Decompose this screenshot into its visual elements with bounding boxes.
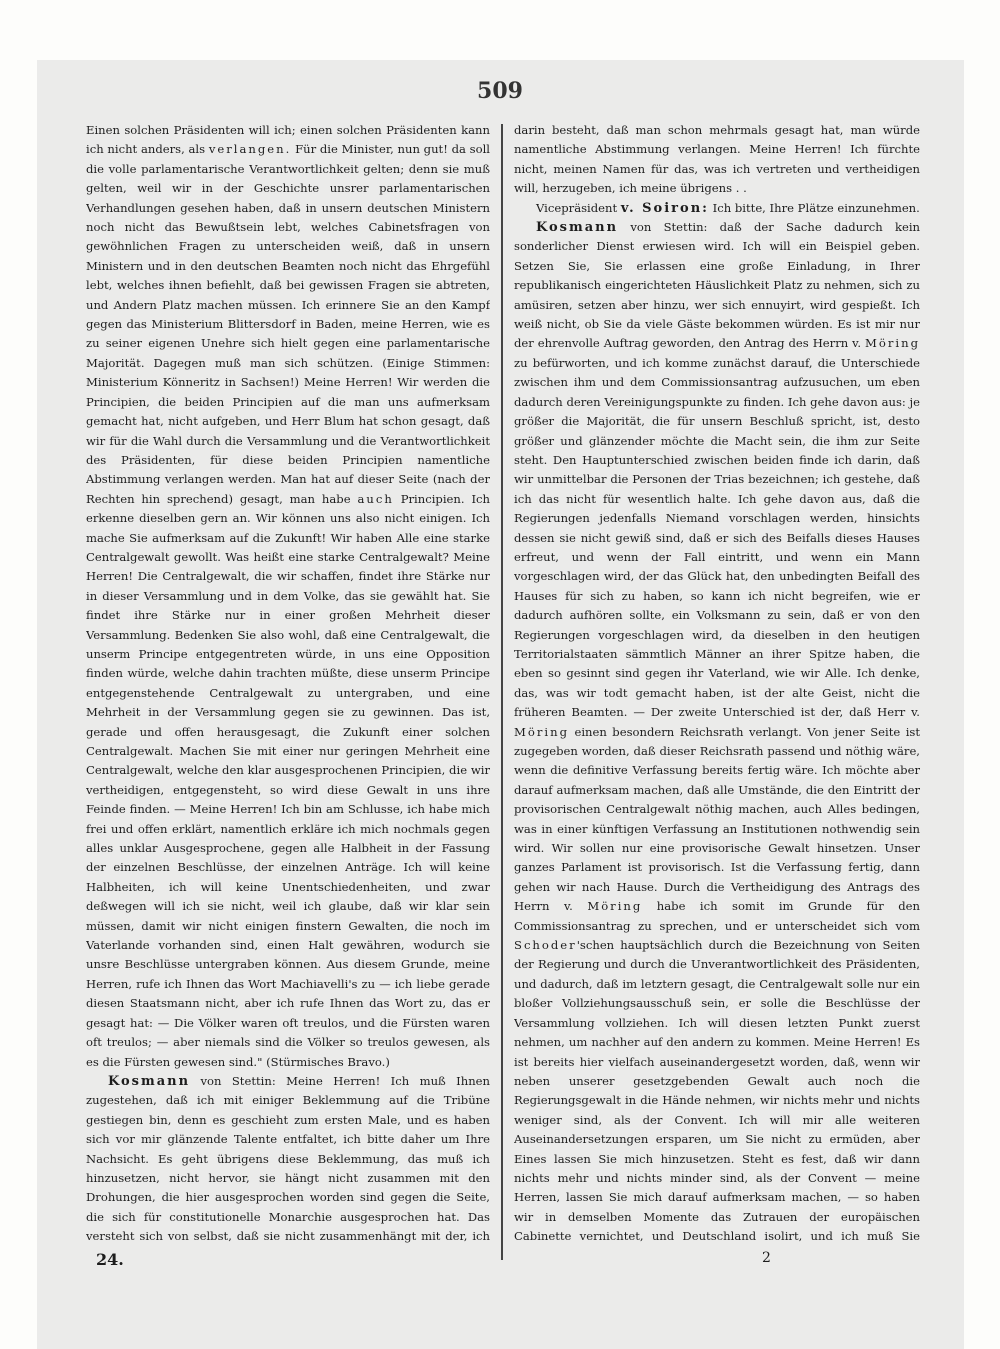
text-run: einen besondern Reichsrath verlangt. Von jener Seite ist zugegeben worden, daß dieser Reichsrath passend und nöthig wäre, wenn die definitive Verfassung bereits fertig wäre. Ich möchte aber darauf aufmerksam machen, daß alle Umstände, die den Eintritt der provisorischen Centralgewalt nöthig machen, auch Alles bedingen, was in einer künftigen Verfassung an Institutionen nothwendig sein wird. Wir sollen nur eine provisorische Gewalt hinsetzen. Unser ganzes Parlament ist provisorisch. Ist die Verfassung fertig, dann gehen wir nach Hause. Durch die Vertheidigung des Antrags des Herrn v. [514,724,920,914]
spaced-emphasis: Möring [514,724,569,739]
spaced-emphasis: Möring [865,336,920,351]
sheet-number: 2 [762,1250,771,1266]
text-run: Principien. Ich erkenne dieselben gern an. Wir können uns also nicht einigen. Ich mache Sie aufmerksam auf die Zukunft! Wir haben Alle eine starke Centralgewalt gewollt. Was heißt eine starke Centralgewalt? Meine Herren! Die Centralgewalt, die wir schaffen, findet ihre Stärke nur in dieser Versammlung und in dem Volke, das sie gewählt hat. Sie findet ihre Stärke nur in einer großen Mehrheit dieser Versammlung. Bedenken Sie also wohl, daß eine Centralgewalt, die unserm Principe entgegentreten würde, in uns eine Opposition finden würde, welche dahin trachten müßte, diese unserm Principe entgegenstehende Centralgewalt zu untergraben, und eine Mehrheit in der Versammlung gegen sie zu gewinnen. Das ist, gerade und offen herausgesagt, die Zukunft einer solchen Centralgewalt. Machen Sie mit einer nur geringen Mehrheit eine Centralgewalt, welche den klar ausgesprochenen Principien, die wir vertheidigen, entgegensteht, so wird diese Gewalt in uns ihre Feinde finden. — Meine Herren! Ich bin am Schlusse, ich habe mich frei und offen erklärt, namentlich erkläre ich mich nochmals gegen alles unklar Ausgesprochene, gegen alle Halbheit in der Fassung der einzelnen Beschlüsse, der einzelnen Anträge. Ich will keine Halbheiten, ich will keine Unentschiedenheiten, und zwar deßwegen will ich sie nicht, weil ich glaube, daß wir klar sein müssen, damit wir nicht einigen finstern Gewalten, die noch im Vaterlande vorhanden sind, einen Halt gewähren, wodurch sie unsre Beschlüsse untergraben können. Aus diesem Grunde, meine Herren, rufe ich Ihnen das Wort Machiavelli's zu — ich liebe gerade diesen Staatsmann nicht, aber ich rufe Ihnen das Wort zu, das er gesagt hat: — Die Völker waren oft treulos, und die Fürsten waren oft treulos; — aber niemals sind die Völker so treulos gewesen, als es die Fürsten gewesen sind." (Stürmisches Bravo.) [86,491,490,1069]
paragraph [514,121,920,199]
speaker-name: Kosmann [536,220,619,236]
speaker-title: Vicepräsident [536,200,618,215]
spaced-emphasis: verlangen. [208,142,292,157]
text-run: Einen solchen Präsidenten will ich; einen solchen Präsidenten kann ich nicht anders, als [86,123,490,157]
text-run: habe ich somit im Grunde für den Commissionsantrag zu sprechen, und er unterscheidet sich vom [514,899,920,933]
paragraph [86,121,490,1072]
paragraph [86,1072,490,1249]
column-divider [501,124,503,1260]
paragraph [514,218,920,1249]
spaced-emphasis: Schoder [514,938,577,953]
speaker-name: v. Soiron: [620,200,709,216]
spaced-emphasis: auch [357,491,394,506]
text-run: von Stettin: Meine Herren! Ich muß Ihnen zugestehen, daß ich mit einiger Beklemmung auf die Tribüne gestiegen bin, denn es geschieht zum ersten Male, und es haben sich vor mir glänzende Talente entfaltet, ich bitte daher um Ihre Nachsicht. Es geht übrigens diese Beklemmung, das muß ich hinzusetzen, nicht hervor, sie hängt nicht zusammen mit den Drohungen, die hier ausgesprochen worden sind gegen die Seite, die sich für constitutionelle Monarchie ausgesprochen hat. Das versteht sich von selbst, daß sie nicht zusammenhängt mit der, ich [86,1073,490,1244]
speaker-name: Kosmann [108,1073,191,1089]
text-run: von Stettin: daß der Sache dadurch kein sonderlicher Dienst erwiesen wird. Ich will ein Beispiel geben. Setzen Sie, Sie erlassen eine große Einladung, in Ihrer republikanisch eingerichteten Häuslichkeit Platz zu nehmen, sich zu amüsiren, setzen aber hinzu, wer sich ennuyirt, wird gespießt. Ich weiß nicht, ob Sie da viele Gäste bekommen würden. Es ist mir nur der ehrenvolle Auftrag geworden, den Antrag des Herrn v. [514,220,920,351]
text-run: darin besteht, daß man schon mehrmals gesagt hat, man würde namentliche Abstimmung verlangen. Meine Herren! Ich fürchte nicht, meinen Namen für das, was ich vertreten und vertheidigen will, herzugeben, ich meine übrigens . . [514,123,920,196]
text-run: Ich bitte, Ihre Plätze einzunehmen. [712,200,920,215]
text-run: Für die Minister, nun gut! da soll die volle parlamentarische Verantwortlichkeit gelten; denn sie muß gelten, weil wir in der Geschichte unsrer parlamentarischen Verhandlungen gesehen haben, daß in unsern deutschen Ministern noch nicht das Bewußtsein lebt, welches Cabinetsfragen von gewöhnlichen Fragen zu unterscheiden weiß, daß in unsern Ministern und in den deutschen Beamten noch nicht das Ehrgefühl lebt, welches ihnen befiehlt, daß bei gewissen Fragen sie abtreten, und Andern Platz machen müssen. Ich erinnere Sie an den Kampf gegen das Ministerium Blittersdorf in Baden, meine Herren, wie es zu seiner eigenen Unehre sich hielt gegen eine parlamentarische Majorität. Dagegen muß man sich schützen. (Einige Stimmen: Ministerium Könneritz in Sachsen!) Meine Herren! Wir werden die Principien, die beiden Principien auf die man uns aufmerksam gemacht hat, nicht aufgeben, und Herr Blum hat schon gesagt, daß wir für die Wahl durch die Versammlung und die Verantwortlichkeit des Präsidenten, für diese beiden Principien namentliche Abstimmung verlangen werden. Man hat auf dieser Seite (nach der Rechten hin sprechend) gesagt, man habe [86,142,490,506]
left-column [86,121,490,1249]
paragraph [514,199,920,218]
page-number: 509 [477,78,523,104]
text-run: 'schen hauptsächlich durch die Bezeichnung von Seiten der Regierung und durch die Unverantwortlichkeit des Präsidenten, und dadurch, daß im letztern gesagt, die Centralgewalt solle nur ein bloßer Vollziehungsausschuß sein, er solle die Beschlüsse der Versammlung vollziehen. Ich will diesen letzten Punkt zuerst nehmen, um nachher auf den andern zu kommen. Meine Herren! Es ist bereits hier vielfach auseinandergesetzt worden, daß, wenn wir neben unserer gesetzgebenden Gewalt auch noch die Regierungsgewalt in die Hände nehmen, wir nichts mehr und nichts weniger sind, als der Convent. Ich will mir alle weiteren Auseinandersetzungen ersparen, um Sie nicht zu ermüden, aber Eines lassen Sie mich hinzusetzen. Steht es fest, daß wir dann nichts mehr und nichts minder sind, als der Convent — meine Herren, lassen Sie mich darauf aufmerksam machen, — so haben wir in demselben Momente das Zutrauen der europäischen Cabinette vernichtet, und Deutschland isolirt, und ich muß Sie [514,938,920,1244]
right-column [514,121,920,1249]
text-run: zu befürworten, und ich komme zunächst darauf, die Unterschiede zwischen ihm und dem Commissionsantrag aufzusuchen, um eben dadurch deren Vereinigungspunkte zu finden. Ich gehe davon aus: je größer die Majorität, die für unsern Beschluß spricht, ist, desto größer und glänzender möchte die Macht sein, die ihm zur Seite steht. Den Hauptunterschied zwischen beiden finde ich darin, daß wir unmittelbar die Personen der Trias bezeichnen; ich gestehe, daß ich das nicht für wesentlich halte. Ich gehe davon aus, daß die Regierungen jedenfalls Niemand vorschlagen werden, hinsichts dessen sie nicht gewiß sind, daß er sich des Beifalls dieses Hauses erfreut, und wenn der Fall eintritt, und wenn ein Mann vorgeschlagen wird, der das Glück hat, den unbedingten Beifall des Hauses für sich zu haben, so kann ich nicht begreifen, wie er dadurch aufhören sollte, ein Volksmann zu sein, daß er von den Regierungen vorgeschlagen wird, da dieselben in den heutigen Territorialstaaten sämmtlich Männer an ihrer Spitze haben, die eben so gesinnt sind gegen ihr Vaterland, wie wir Alle. Ich denke, das, was wir todt gemacht haben, ist der alte Geist, nicht die früheren Beamten. — Der zweite Unterschied ist der, daß Herr v. [514,355,920,720]
spaced-emphasis: Möring [587,899,643,914]
signature-mark: 24. [96,1250,124,1269]
